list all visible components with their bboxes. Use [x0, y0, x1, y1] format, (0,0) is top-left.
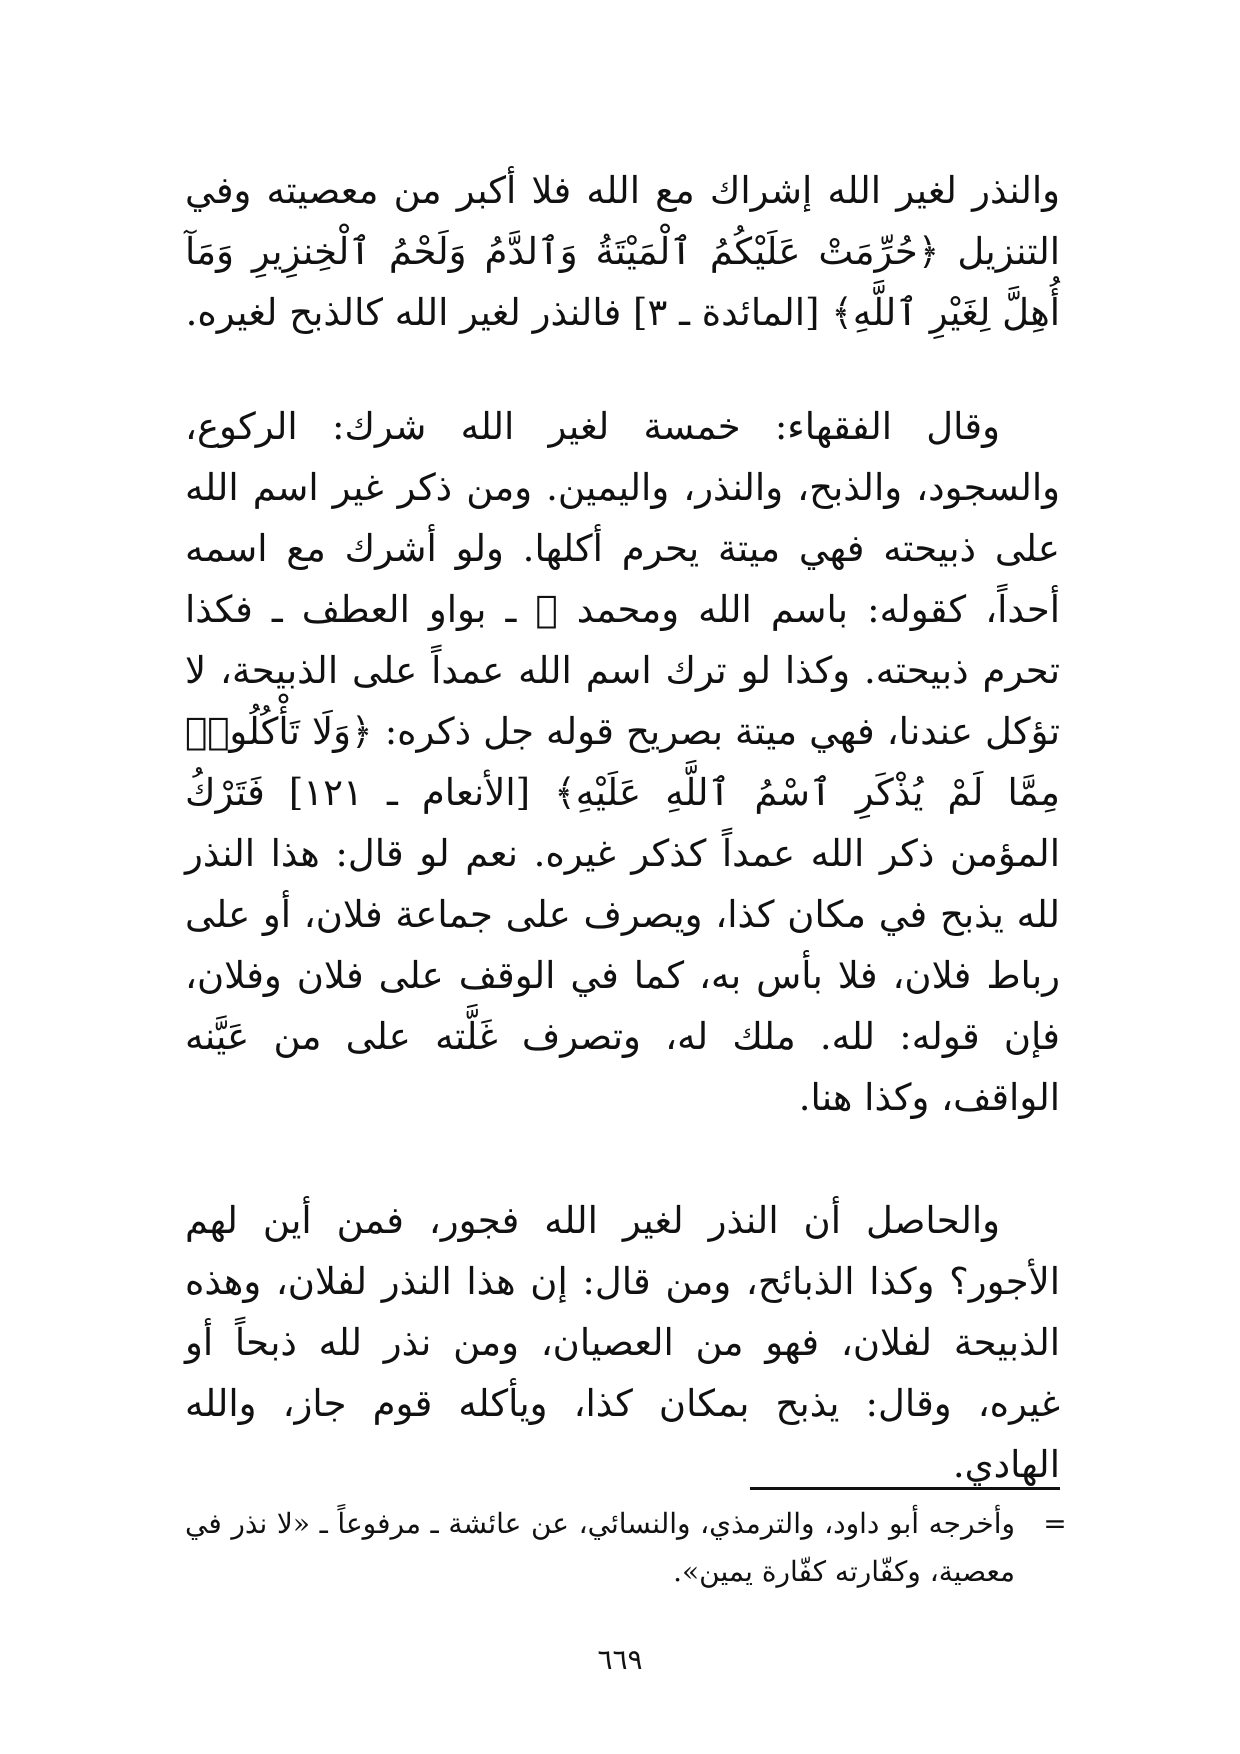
footnote-divider [750, 1487, 1060, 1490]
footnote-marker: = [1043, 1507, 1067, 1540]
footnote-text: وأخرجه أبو داود، والترمذي، والنسائي، عن عائشة ـ مرفوعاً ـ «لا نذر في معصية، وكفّارته كفّارة يمين». [185, 1507, 1015, 1588]
paragraph-1 [185, 160, 1060, 343]
page-number: ٦٦٩ [597, 1643, 643, 1676]
paragraph-3 [185, 1190, 1060, 1495]
paragraph-3-text: والحاصل أن النذر لغير الله فجور، فمن أين لهم الأجور؟ وكذا الذبائح، ومن قال: إن هذا النذر لفلان، وهذه الذبيحة لفلان، فهو من العصيان، ومن نذر لله ذبحاً أو غيره، وقال: يذبح بمكان كذا، ويأكله قوم جاز، والله الهادي. [185, 1199, 1060, 1486]
paragraph-1-text: والنذر لغير الله إشراك مع الله فلا أكبر من معصيته وفي التنزيل ﴿حُرِّمَتْ عَلَيْكُمُ ٱلْمَيْتَةُ وَٱلدَّمُ وَلَحْمُ ٱلْخِنزِيرِ وَمَآ أُهِلَّ لِغَيْرِ ٱللَّهِ﴾ [المائدة ـ ٣] فالنذر لغير الله كالذبح لغيره. [185, 169, 1060, 334]
paragraph-2 [185, 396, 1060, 1128]
paragraph-2-text: وقال الفقهاء: خمسة لغير الله شرك: الركوع، والسجود، والذبح، والنذر، واليمين. ومن ذكر غير اسم الله على ذبيحته فهي ميتة يحرم أكلها. ولو أشرك مع اسمه أحداً، كقوله: باسم الله ومحمد ﷺ ـ بواو العطف ـ فكذا تحرم ذبيحته. وكذا لو ترك اسم الله عمداً على الذبيحة، لا تؤكل عندنا، فهي ميتة بصريح قوله جل ذكره: ﴿وَلَا تَأْكُلُوا۟ مِمَّا لَمْ يُذْكَرِ ٱسْمُ ٱللَّهِ عَلَيْهِ﴾ [الأنعام ـ ١٢١] فَتَرْكُ المؤمن ذكر الله عمداً كذكر غيره. نعم لو قال: هذا النذر لله يذبح في مكان كذا، ويصرف على جماعة فلان، أو على رباط فلان، فلا بأس به، كما في الوقف على فلان وفلان، فإن قوله: لله. ملك له، وتصرف غَلَّته على من عَيَّنه الواقف، وكذا هنا. [185, 405, 1060, 1119]
